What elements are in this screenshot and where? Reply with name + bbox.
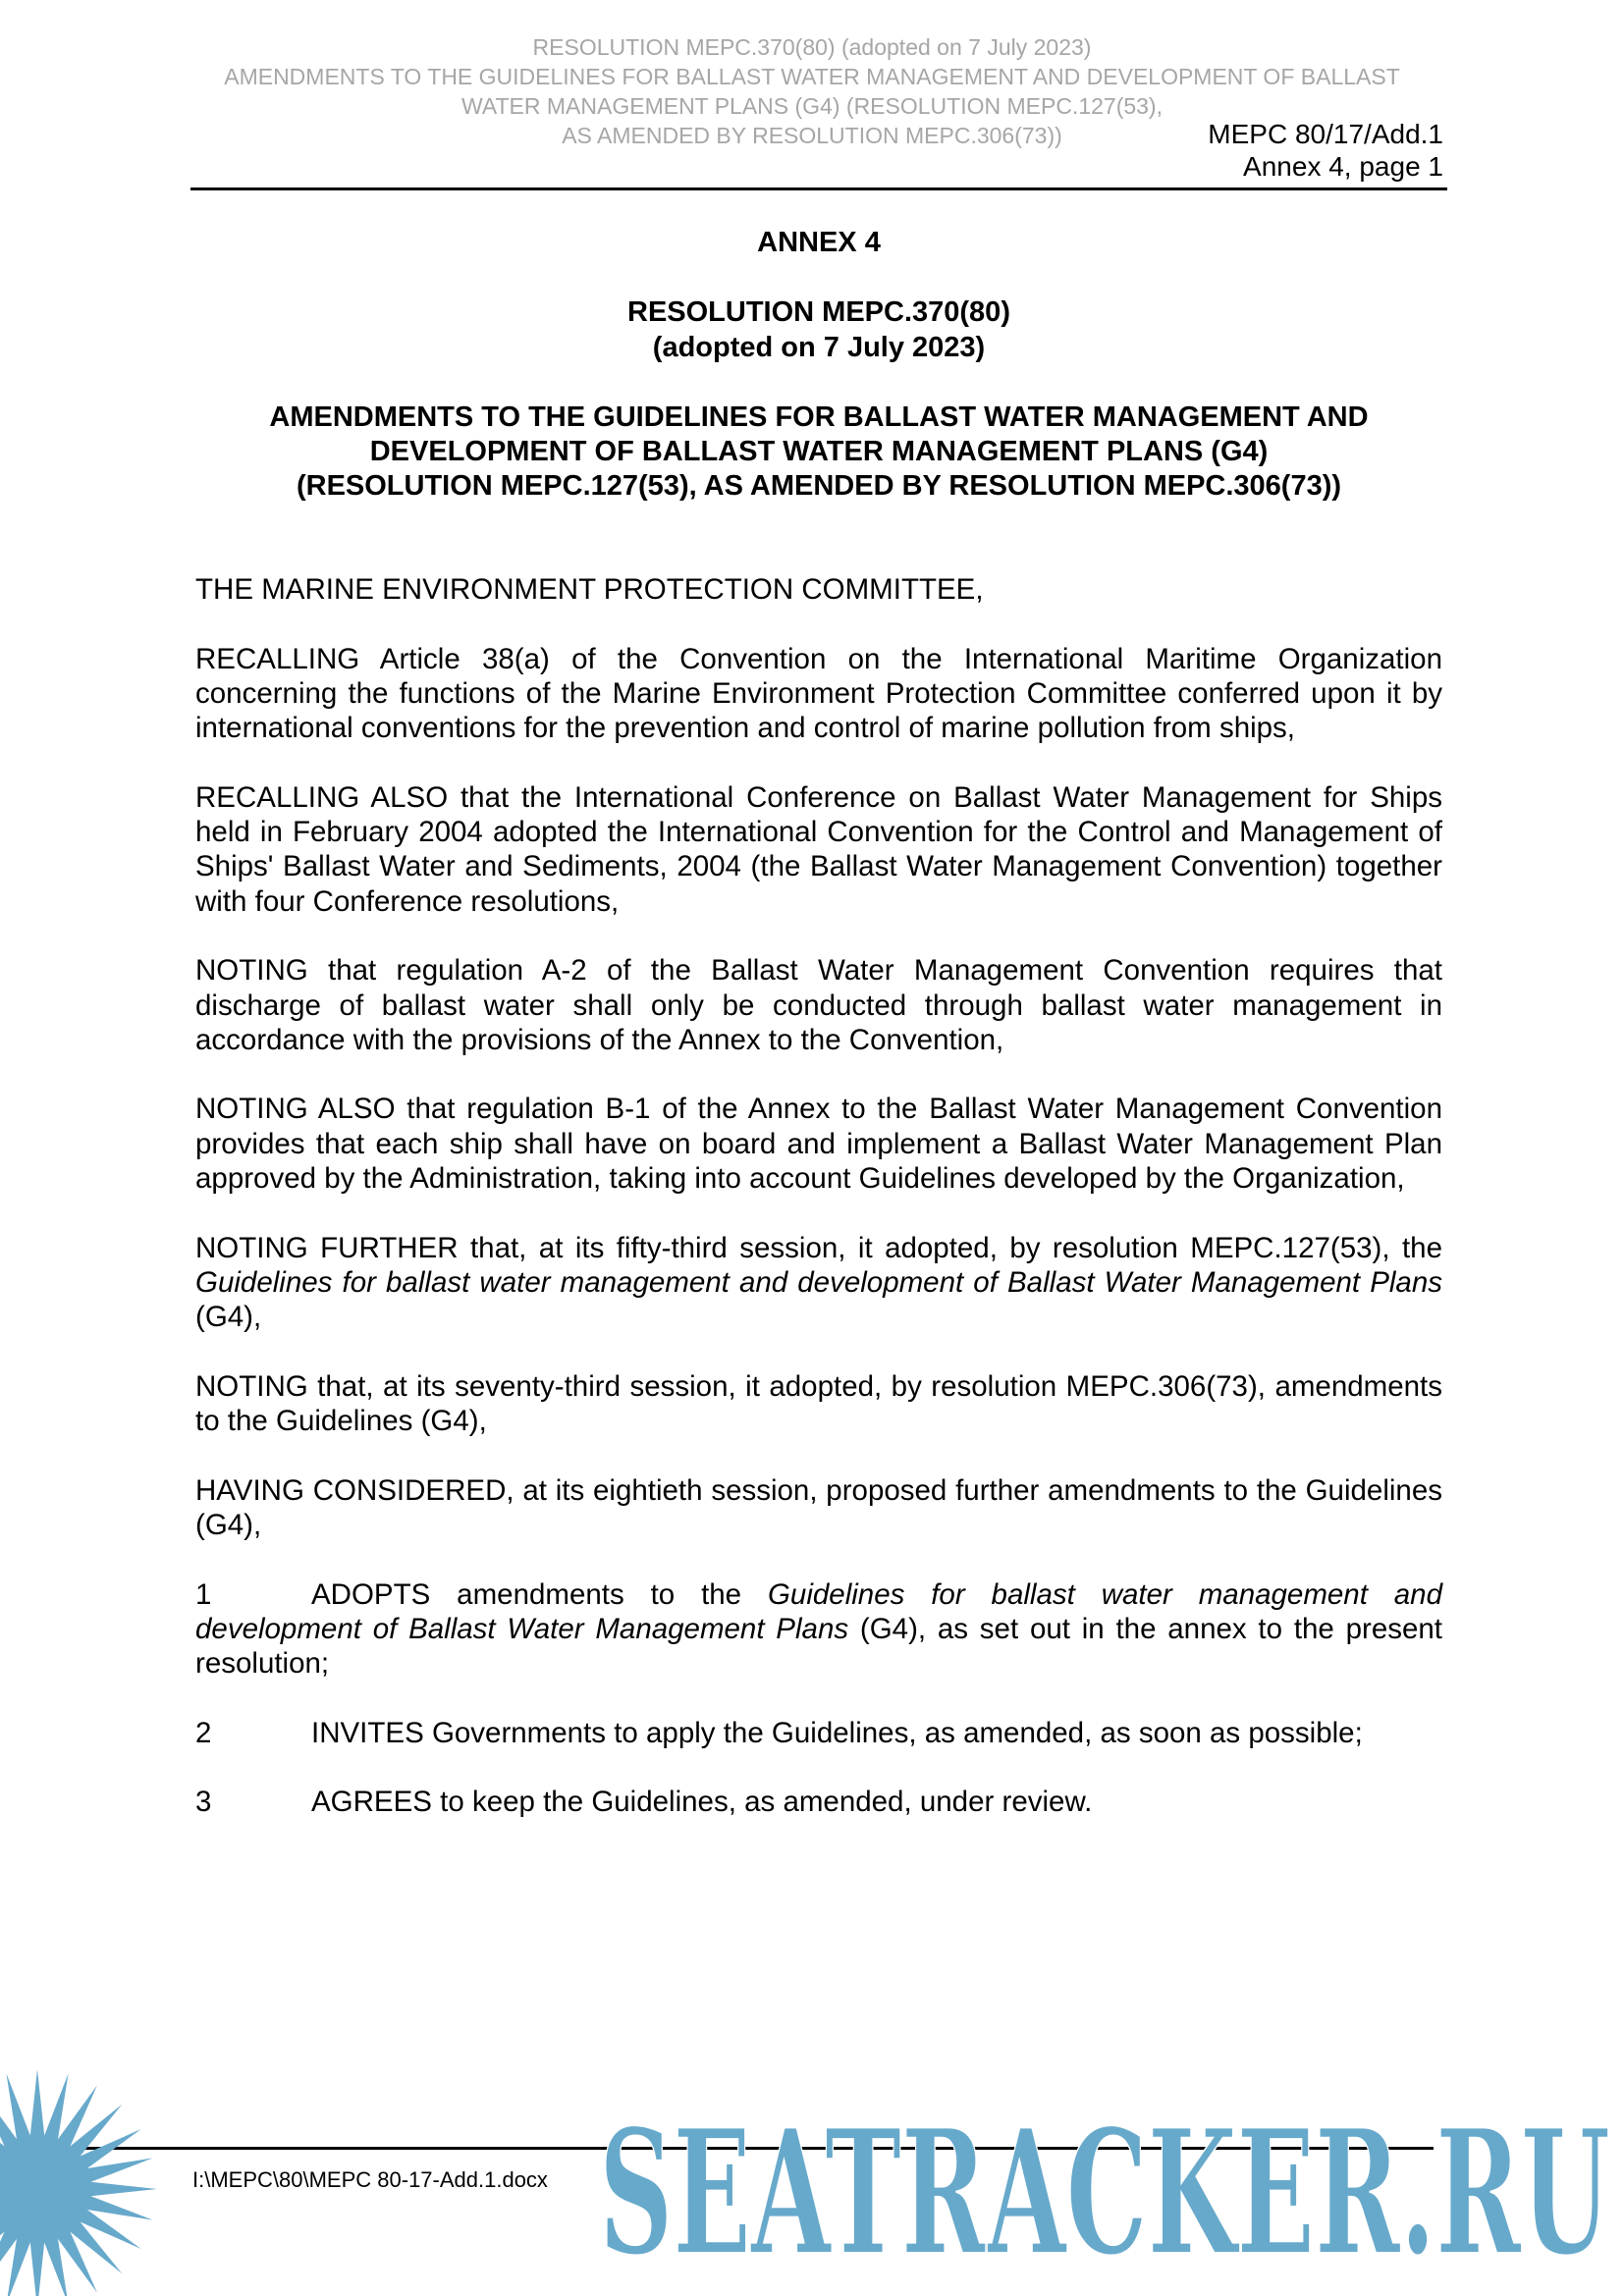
watermark-text: SEATRACKER.RU xyxy=(599,2093,1610,2294)
guidelines-title: Guidelines for ballast water management and development of Ballast Water Management Plans xyxy=(195,1577,1442,1645)
text: ADOPTS amendments to the xyxy=(311,1577,768,1611)
preamble-paragraph: RECALLING ALSO that the International Conference on Ballast Water Management for Ships held in February 2004 adopted the International Convention for the Control and Management of Ships' Ballast Water and Sediments, 2004 (the Ballast Water Management Convention) together with four Conference resolutions, xyxy=(195,780,1442,918)
resolution-number: RESOLUTION MEPC.370(80) xyxy=(627,296,1010,328)
file-path: I:\MEPC\80\MEPC 80-17-Add.1.docx xyxy=(192,2167,548,2192)
header-line: AS AMENDED BY RESOLUTION MEPC.306(73)) xyxy=(562,123,1062,148)
page-reference: Annex 4, page 1 xyxy=(1243,151,1443,182)
resolution-heading-line: AMENDMENTS TO THE GUIDELINES FOR BALLAST WATER MANAGEMENT AND xyxy=(269,401,1369,433)
text: (G4), as set out in the annex to the present resolution; xyxy=(195,1612,1443,1681)
operative-paragraph xyxy=(195,1577,1442,1682)
header-line: RESOLUTION MEPC.370(80) (adopted on 7 July 2023) xyxy=(532,34,1092,60)
doc-symbol: MEPC 80/17/Add.1 xyxy=(1208,119,1443,149)
paragraph-number: 3 xyxy=(195,1786,212,1819)
preamble-paragraph: NOTING that, at its seventy-third session, it adopted, by resolution MEPC.306(73), amendments to the Guidelines (G4), xyxy=(195,1369,1442,1438)
text: (G4), xyxy=(195,1301,262,1334)
preamble-paragraph: NOTING ALSO that regulation B-1 of the Annex to the Ballast Water Management Convention provides that each ship shall have on board and implement a Ballast Water Management Plan approved by the Administration, taking into account Guidelines developed by the Organization, xyxy=(195,1093,1442,1196)
header-rule xyxy=(190,187,1447,190)
committee-line: THE MARINE ENVIRONMENT PROTECTION COMMITTEE, xyxy=(195,573,984,606)
annex-title: ANNEX 4 xyxy=(757,227,881,258)
paragraph-number: 2 xyxy=(195,1716,212,1749)
guidelines-title: Guidelines for ballast water management and development of Ballast Water Management Plans xyxy=(195,1265,1442,1299)
operative-paragraph xyxy=(195,1785,1442,1819)
resolution-body xyxy=(195,572,1442,1854)
header-line: AMENDMENTS TO THE GUIDELINES FOR BALLAST WATER MANAGEMENT AND DEVELOPMENT OF BALLAST xyxy=(224,64,1400,89)
resolution-heading-line: DEVELOPMENT OF BALLAST WATER MANAGEMENT PLANS (G4) xyxy=(369,436,1269,467)
text: AGREES to keep the Guidelines, as amended, under review. xyxy=(311,1786,1093,1819)
text: INVITES Governments to apply the Guidelines, as amended, as soon as possible; xyxy=(311,1716,1363,1749)
preamble-paragraph xyxy=(195,1231,1442,1335)
preamble-paragraph: HAVING CONSIDERED, at its eightieth session, proposed further amendments to the Guidelines (G4), xyxy=(195,1473,1442,1542)
resolution-heading-line: (RESOLUTION MEPC.127(53), AS AMENDED BY RESOLUTION MEPC.306(73)) xyxy=(296,470,1342,502)
header-line: WATER MANAGEMENT PLANS (G4) (RESOLUTION MEPC.127(53), xyxy=(461,93,1163,119)
adoption-date: (adopted on 7 July 2023) xyxy=(652,332,986,363)
operative-paragraph xyxy=(195,1716,1442,1750)
paragraph-number: 1 xyxy=(195,1577,212,1611)
preamble-paragraph: RECALLING Article 38(a) of the Convention on the International Maritime Organization concerning the functions of the Marine Environment Protection Committee conferred upon it by international conventions for the prevention and control of marine pollution from ships, xyxy=(195,642,1442,745)
text: NOTING FURTHER that, at its fifty-third session, it adopted, by resolution MEPC.127(53), the xyxy=(195,1231,1442,1264)
sun-icon xyxy=(0,2069,157,2296)
preamble-paragraph: NOTING that regulation A-2 of the Ballast Water Management Convention requires that discharge of ballast water shall only be conducted through ballast water management in accordance with the provisions of the Annex to the Convention, xyxy=(195,954,1442,1056)
